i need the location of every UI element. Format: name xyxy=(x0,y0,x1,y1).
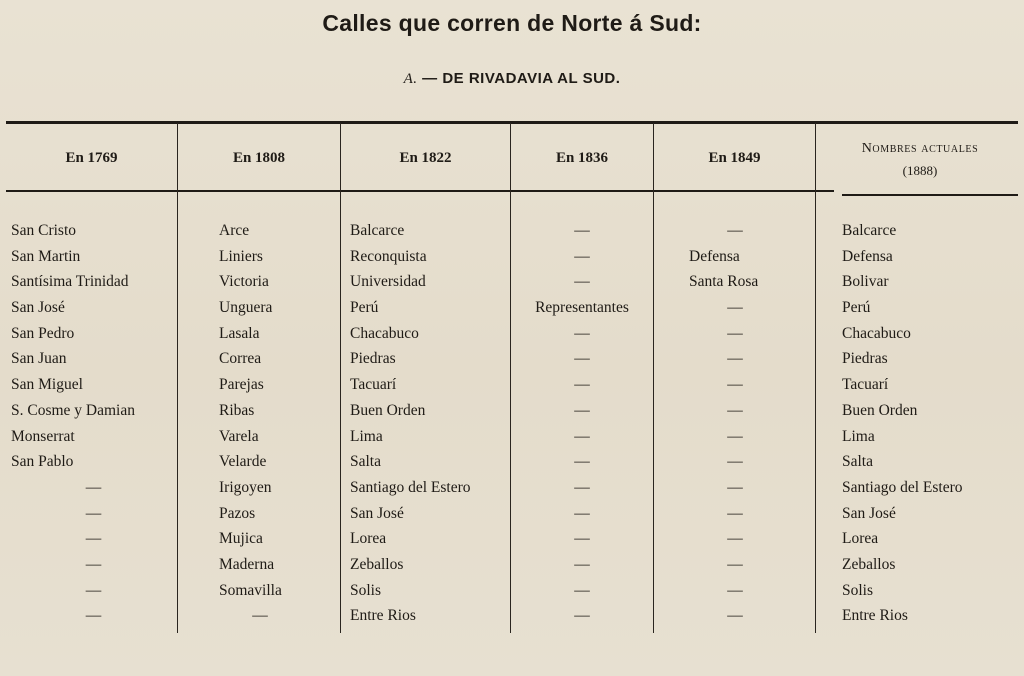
cell-name-1769: — xyxy=(85,530,102,548)
header-current-names xyxy=(820,138,1020,182)
cell-name-1849: — xyxy=(727,530,743,548)
cell-name-1849: — xyxy=(727,504,743,522)
cell-name-1822: Salta xyxy=(350,453,381,471)
cell-name-1769: San Pablo xyxy=(11,453,74,471)
header-bottom-rule xyxy=(6,190,834,192)
cell-name-1808: Liniers xyxy=(219,247,263,265)
table-top-rule xyxy=(6,121,1018,124)
cell-name-1808: Arce xyxy=(219,222,250,239)
cell-name-1808: Velarde xyxy=(219,453,267,471)
cell-name-1849: — xyxy=(727,324,743,342)
cell-name-1808: Unguera xyxy=(219,299,273,317)
cell-name-1769: S. Cosme y Damian xyxy=(11,401,135,419)
cell-name-1836: — xyxy=(574,581,590,599)
cell-name-1836: — xyxy=(574,427,590,445)
cell-name-1849: Defensa xyxy=(689,247,740,265)
cell-name-1836: — xyxy=(574,376,590,394)
cell-name-1769: Santísima Trinidad xyxy=(11,273,129,291)
cell-name-1808: Ribas xyxy=(219,401,255,419)
cell-name-1836: — xyxy=(574,350,590,368)
cell-name-current: Tacuarí xyxy=(842,376,889,394)
header-bottom-rule-last xyxy=(842,194,1018,196)
cell-name-1808: Victoria xyxy=(219,273,269,291)
subtitle-letter: A. xyxy=(403,71,418,87)
cell-name-current: Balcarce xyxy=(842,222,897,239)
header-1808: En 1808 xyxy=(232,150,286,166)
table-row xyxy=(0,297,1024,323)
cell-name-1769: San Miguel xyxy=(11,376,83,394)
cell-name-current: Entre Rios xyxy=(842,607,908,625)
page-title: Calles que corren de Norte á Sud: xyxy=(322,10,702,36)
cell-name-1836: — xyxy=(574,607,590,625)
table-row xyxy=(0,323,1024,349)
cell-name-1808: Somavilla xyxy=(219,581,282,599)
table-row xyxy=(0,580,1024,606)
cell-name-current: Piedras xyxy=(842,350,888,368)
cell-name-1808: Varela xyxy=(219,427,259,445)
cell-name-1808: Mujica xyxy=(219,530,263,548)
cell-name-1836: — xyxy=(574,222,590,239)
cell-name-current: Lima xyxy=(842,427,875,445)
cell-name-current: Zeballos xyxy=(842,555,896,573)
table-row xyxy=(0,503,1024,529)
cell-name-1849: — xyxy=(727,299,743,317)
cell-name-1769: Monserrat xyxy=(11,427,75,445)
table-row xyxy=(0,451,1024,477)
cell-name-1836: — xyxy=(574,273,590,291)
table-row xyxy=(0,271,1024,297)
cell-name-1849: — xyxy=(727,607,743,625)
cell-name-1822: Balcarce xyxy=(350,222,405,239)
cell-name-1836: — xyxy=(574,555,590,573)
cell-name-1822: Zeballos xyxy=(350,555,404,573)
cell-name-1849: — xyxy=(727,376,743,394)
cell-name-current: San José xyxy=(842,504,896,522)
table-row xyxy=(0,374,1024,400)
cell-name-1822: Piedras xyxy=(350,350,396,368)
section-subtitle xyxy=(0,70,1024,88)
cell-name-1822: Universidad xyxy=(350,273,426,291)
cell-name-1849: — xyxy=(727,222,743,239)
cell-name-1822: Perú xyxy=(350,299,379,317)
table-row xyxy=(0,477,1024,503)
cell-name-1822: Tacuarí xyxy=(350,376,397,394)
table-body xyxy=(0,220,1024,631)
cell-name-1822: Entre Rios xyxy=(350,607,416,625)
cell-name-1822: Lorea xyxy=(350,530,387,548)
cell-name-1822: Santiago del Estero xyxy=(350,478,471,496)
cell-name-1808: Irigoyen xyxy=(219,478,272,496)
cell-name-current: Chacabuco xyxy=(842,324,911,342)
header-1849: En 1849 xyxy=(708,150,761,166)
cell-name-current: Salta xyxy=(842,453,873,471)
cell-name-1808: — xyxy=(252,607,268,625)
cell-name-1808: Pazos xyxy=(219,504,256,522)
cell-name-1836: — xyxy=(574,478,590,496)
cell-name-current: Bolivar xyxy=(842,273,889,291)
cell-name-1822: Chacabuco xyxy=(350,324,419,342)
cell-name-1822: San José xyxy=(350,504,404,522)
header-1822: En 1822 xyxy=(399,150,452,166)
cell-name-1769: San José xyxy=(11,299,65,317)
cell-name-1769: — xyxy=(85,581,102,599)
table-row xyxy=(0,528,1024,554)
cell-name-current: Lorea xyxy=(842,530,879,548)
table-row xyxy=(0,400,1024,426)
cell-name-1769: San Juan xyxy=(11,350,67,368)
table-row xyxy=(0,348,1024,374)
cell-name-1769: — xyxy=(85,504,102,522)
cell-name-current: Solis xyxy=(842,581,874,599)
cell-name-1849: — xyxy=(727,453,743,471)
cell-name-1836: — xyxy=(574,504,590,522)
cell-name-current: Buen Orden xyxy=(842,401,918,419)
cell-name-1849: Santa Rosa xyxy=(689,273,759,291)
cell-name-1769: — xyxy=(85,555,102,573)
header-1769: En 1769 xyxy=(65,150,118,166)
cell-name-1808: Parejas xyxy=(219,376,264,394)
cell-name-1836: — xyxy=(574,530,590,548)
cell-name-1769: San Pedro xyxy=(11,324,75,342)
subtitle-text: — DE RIVADAVIA AL SUD. xyxy=(422,70,621,87)
cell-name-current: Perú xyxy=(842,299,871,317)
header-1836: En 1836 xyxy=(555,150,609,166)
cell-name-1808: Correa xyxy=(219,350,262,368)
cell-name-1822: Solis xyxy=(350,581,382,599)
cell-name-1822: Lima xyxy=(350,427,383,445)
cell-name-1836: Representantes xyxy=(535,299,629,317)
cell-name-1849: — xyxy=(727,350,743,368)
cell-name-1836: — xyxy=(574,401,590,419)
cell-name-current: Defensa xyxy=(842,247,893,265)
cell-name-1769: San Martin xyxy=(11,247,81,265)
cell-name-1849: — xyxy=(727,401,743,419)
cell-name-1822: Buen Orden xyxy=(350,401,426,419)
table-row xyxy=(0,426,1024,452)
cell-name-1769: — xyxy=(85,607,102,625)
table-row xyxy=(0,554,1024,580)
table-row xyxy=(0,246,1024,272)
table-row xyxy=(0,605,1024,631)
header-current-label: Nombres actuales xyxy=(861,141,979,156)
cell-name-current: Santiago del Estero xyxy=(842,478,963,496)
cell-name-1849: — xyxy=(727,427,743,445)
cell-name-1808: Maderna xyxy=(219,555,275,573)
cell-name-1808: Lasala xyxy=(219,324,260,342)
table-row xyxy=(0,220,1024,246)
cell-name-1836: — xyxy=(574,324,590,342)
cell-name-1836: — xyxy=(574,247,590,265)
cell-name-1836: — xyxy=(574,453,590,471)
cell-name-1849: — xyxy=(727,555,743,573)
cell-name-1769: — xyxy=(85,478,102,496)
cell-name-1822: Reconquista xyxy=(350,247,427,265)
cell-name-1769: San Cristo xyxy=(11,222,77,239)
cell-name-1849: — xyxy=(727,581,743,599)
cell-name-1849: — xyxy=(727,478,743,496)
header-current-year: (1888) xyxy=(902,163,938,178)
